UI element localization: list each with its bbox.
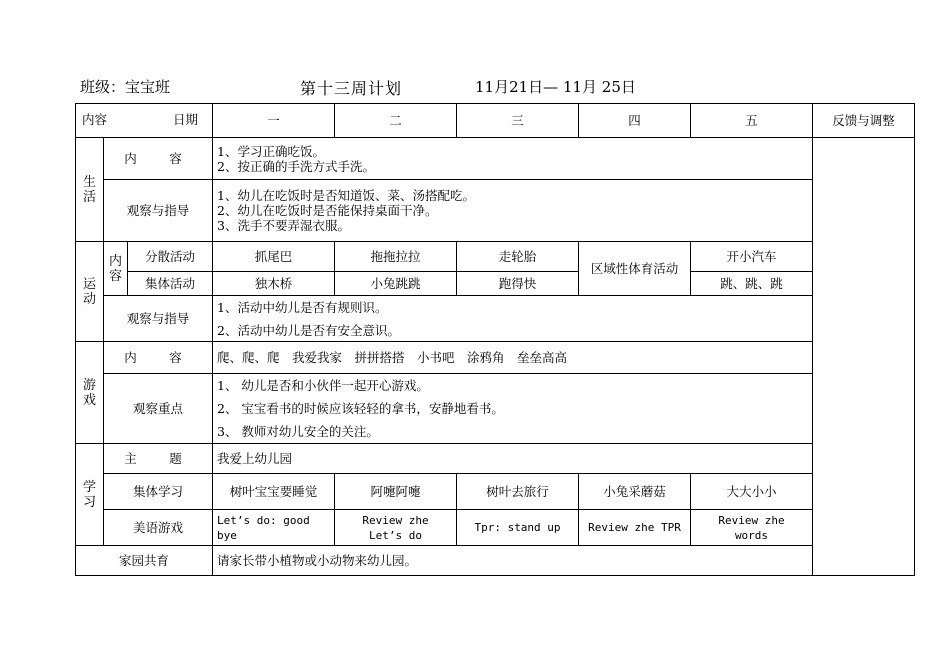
sport-group-label: 集体活动 bbox=[128, 272, 213, 296]
study-english-5: Review zhe words bbox=[691, 510, 813, 546]
sport-scattered-5: 开小汽车 bbox=[691, 242, 813, 272]
sport-group-5: 跳、跳、跳 bbox=[691, 272, 813, 296]
study-group-1: 树叶宝宝要睡觉 bbox=[213, 474, 335, 510]
study-theme-label: 主 题 bbox=[104, 444, 213, 474]
game-focus-label: 观察重点 bbox=[104, 374, 213, 444]
table-row bbox=[76, 180, 915, 242]
sport-content-label: 内 容 bbox=[104, 242, 128, 296]
header-feedback: 反馈与调整 bbox=[813, 104, 915, 138]
sport-group-3: 跑得快 bbox=[457, 272, 579, 296]
sport-scattered-2: 拖拖拉拉 bbox=[335, 242, 457, 272]
header-day-2: 二 bbox=[335, 104, 457, 138]
life-guide: 1、幼儿在吃饭时是否知道饭、菜、汤搭配吃。 2、幼儿在吃饭时是否能保持桌面干净。 3、洗手不要弄湿衣服。 bbox=[213, 180, 813, 242]
home-content: 请家长带小植物或小动物来幼儿园。 bbox=[213, 546, 813, 576]
category-life: 生 活 bbox=[76, 138, 104, 242]
category-game: 游 戏 bbox=[76, 342, 104, 444]
study-theme: 我爱上幼儿园 bbox=[213, 444, 813, 474]
life-content: 1、学习正确吃饭。 2、按正确的手洗方式手洗。 bbox=[213, 138, 813, 180]
weekly-plan-table bbox=[75, 103, 915, 576]
sport-guide: 1、活动中幼儿是否有规则识。 2、活动中幼儿是否有安全意识。 bbox=[213, 296, 813, 342]
category-sport: 运 动 bbox=[76, 242, 104, 342]
game-focus: 1、 幼儿是否和小伙伴一起开心游戏。 2、 宝宝看书的时候应该轻轻的拿书，安静地看书。 3、 教师对幼儿安全的关注。 bbox=[213, 374, 813, 444]
sport-scattered-3: 走轮胎 bbox=[457, 242, 579, 272]
study-group-3: 树叶去旅行 bbox=[457, 474, 579, 510]
study-group-4: 小兔采蘑菇 bbox=[579, 474, 691, 510]
date-range: 11月21日— 11月 25日 bbox=[475, 78, 636, 96]
table-header-row bbox=[76, 104, 915, 138]
content-date-header bbox=[76, 104, 213, 138]
study-english-3: Tpr: stand up bbox=[457, 510, 579, 546]
life-content-label: 内 容 bbox=[104, 138, 213, 180]
table-row bbox=[76, 510, 915, 546]
study-group-2: 阿嚏阿嚏 bbox=[335, 474, 457, 510]
sport-group-1: 独木桥 bbox=[213, 272, 335, 296]
table-row bbox=[76, 138, 915, 180]
table-row bbox=[76, 296, 915, 342]
sport-guide-label: 观察与指导 bbox=[104, 296, 213, 342]
game-content: 爬、爬、爬 我爱我家 拼拼搭搭 小书吧 涂鸦角 垒垒高高 bbox=[213, 342, 813, 374]
study-english-1: Let’s do: good bye bbox=[213, 510, 335, 546]
sport-regional: 区域性体育活动 bbox=[579, 242, 691, 296]
table-row bbox=[76, 444, 915, 474]
sport-group-2: 小兔跳跳 bbox=[335, 272, 457, 296]
category-study: 学 习 bbox=[76, 444, 104, 546]
table-row bbox=[76, 374, 915, 444]
class-label: 班级：宝宝班 bbox=[80, 78, 171, 96]
header-day-3: 三 bbox=[457, 104, 579, 138]
header-day-4: 四 bbox=[579, 104, 691, 138]
study-group-5: 大大小小 bbox=[691, 474, 813, 510]
header-day-1: 一 bbox=[213, 104, 335, 138]
table-row bbox=[76, 342, 915, 374]
study-english-2: Review zhe Let’s do bbox=[335, 510, 457, 546]
table-row bbox=[76, 546, 915, 576]
header-date: 日期 bbox=[172, 112, 198, 127]
table-row bbox=[76, 474, 915, 510]
game-content-label: 内 容 bbox=[104, 342, 213, 374]
header-content: 内容 bbox=[82, 112, 108, 127]
plan-header bbox=[80, 76, 880, 98]
study-group-label: 集体学习 bbox=[104, 474, 213, 510]
sport-scattered-1: 抓尾巴 bbox=[213, 242, 335, 272]
header-day-5: 五 bbox=[691, 104, 813, 138]
sport-scattered-label: 分散活动 bbox=[128, 242, 213, 272]
table-row bbox=[76, 242, 915, 272]
study-english-4: Review zhe TPR bbox=[579, 510, 691, 546]
life-guide-label: 观察与指导 bbox=[104, 180, 213, 242]
study-english-label: 美语游戏 bbox=[104, 510, 213, 546]
home-label: 家园共育 bbox=[76, 546, 213, 576]
feedback-cell bbox=[813, 138, 915, 576]
plan-title: 第十三周计划 bbox=[300, 79, 403, 98]
table-row bbox=[76, 272, 915, 296]
